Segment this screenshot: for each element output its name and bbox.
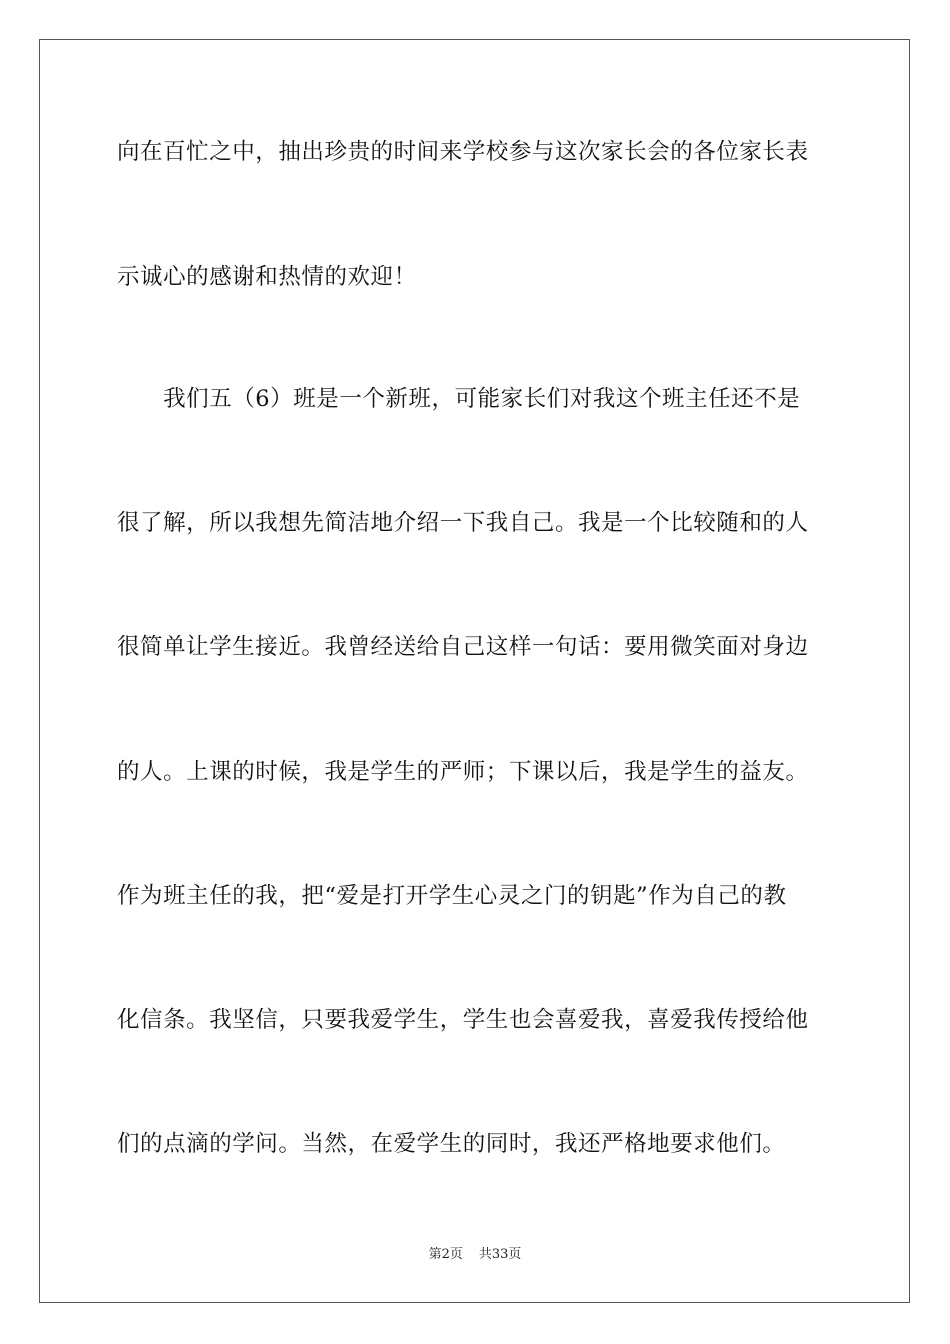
page-total: 共33页 (478, 1247, 522, 1262)
body-text-line: 化信条。我坚信，只要我爱学生，学生也会喜爱我，喜爱我传授给他 (117, 1007, 809, 1033)
body-text-line: 示诚心的感谢和热情的欢迎！ (117, 264, 417, 290)
body-text-line: 向在百忙之中，抽出珍贵的时间来学校参与这次家长会的各位家长表 (117, 139, 809, 165)
body-text-line: 们的点滴的学问。当然，在爱学生的同时，我还严格地要求他们。 (117, 1131, 786, 1157)
body-text-line: 很了解，所以我想先简洁地介绍一下我自己。我是一个比较随和的人 (117, 510, 809, 536)
body-text-line: 很简单让学生接近。我曾经送给自己这样一句话：要用微笑面对身边 (117, 634, 809, 660)
body-text-line: 我们五（6）班是一个新班，可能家长们对我这个班主任还不是 (117, 386, 801, 412)
body-text-line: 作为班主任的我，把“爱是打开学生心灵之门的钥匙”作为自己的教 (117, 883, 787, 909)
page-number: 第2页 (428, 1247, 463, 1262)
page-border (39, 39, 910, 1303)
body-text-line: 的人。上课的时候，我是学生的严师；下课以后，我是学生的益友。 (117, 759, 809, 785)
page-footer (0, 1246, 950, 1264)
